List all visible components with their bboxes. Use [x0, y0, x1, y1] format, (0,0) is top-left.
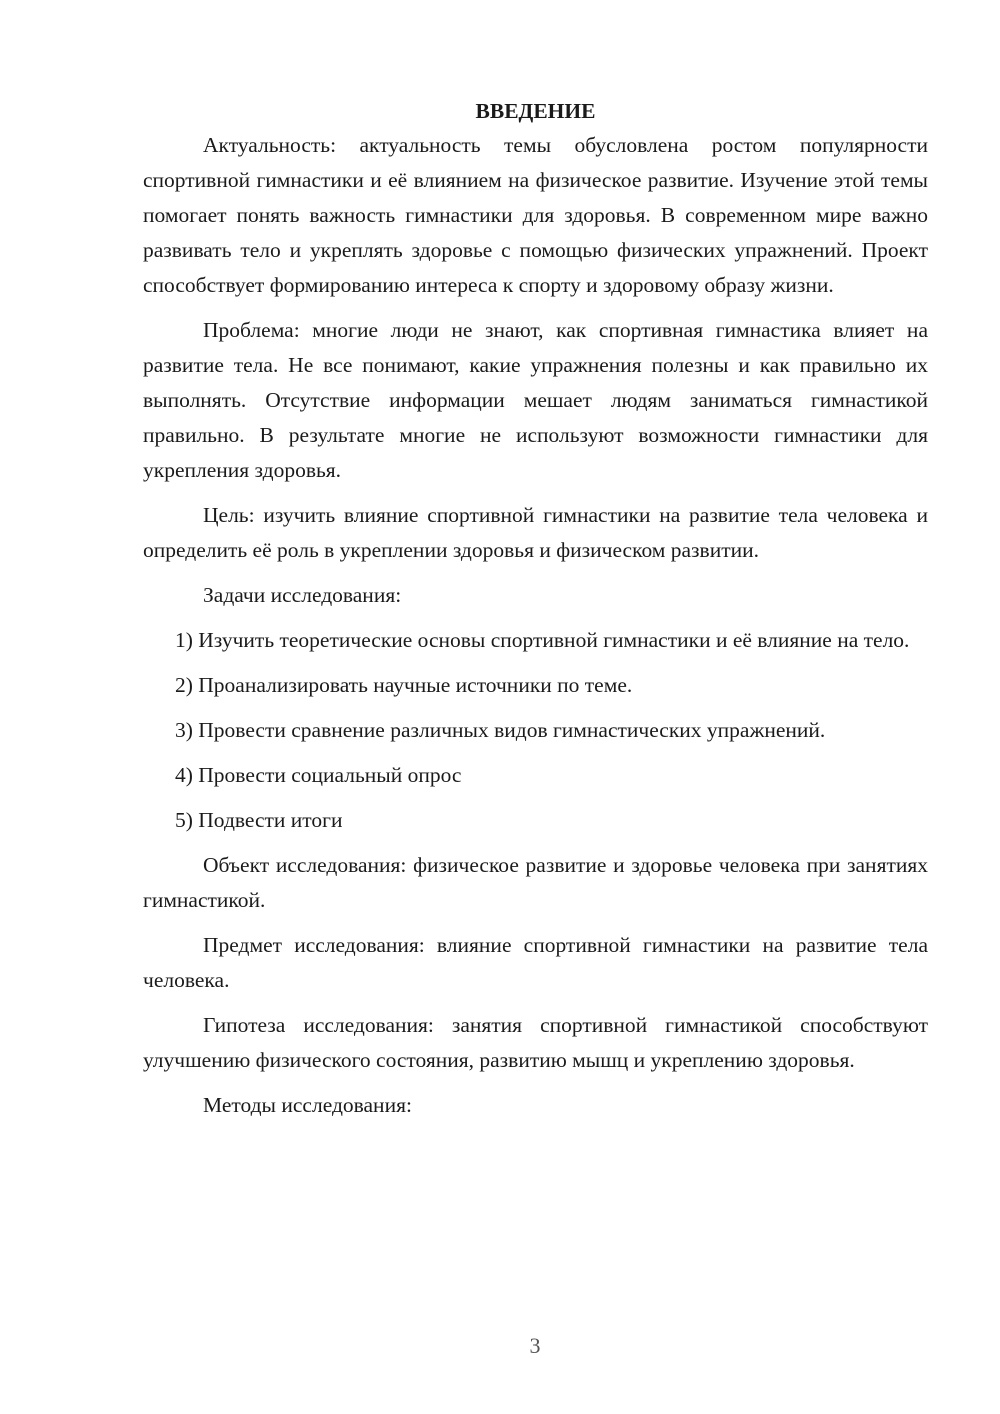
section-title: ВВЕДЕНИЕ [475, 99, 596, 123]
relevance-paragraph: Актуальность: актуальность темы обусловлена ростом популярности спортивной гимнастики и её влиянием на физическое развитие. Изучение этой темы помогает понять важность гимнастики для здоровья. В современном мире важно развивать тело и укреплять здоровье с помощью физических упражнений. Проект способствует формированию интереса к спорту и здоровому образу жизни. [143, 133, 928, 297]
tasks-heading: Задачи исследования: [203, 583, 402, 607]
object-paragraph: Объект исследования: физическое развитие и здоровье человека при занятиях гимнастикой. [143, 853, 928, 912]
task-item-5: 5) Подвести итоги [175, 808, 343, 832]
hypothesis-paragraph: Гипотеза исследования: занятия спортивной гимнастикой способствуют улучшению физического состояния, развитию мышц и укреплению здоровья. [143, 1013, 928, 1072]
task-item-3: 3) Провести сравнение различных видов гимнастических упражнений. [175, 718, 826, 742]
page-number: 3 [529, 1333, 541, 1358]
task-item-2: 2) Проанализировать научные источники по теме. [175, 673, 633, 697]
task-item-1: 1) Изучить теоретические основы спортивной гимнастики и её влияние на тело. [175, 628, 910, 652]
task-item-4: 4) Провести социальный опрос [175, 763, 462, 787]
page-content [143, 96, 928, 1133]
methods-heading: Методы исследования: [203, 1093, 412, 1117]
goal-paragraph: Цель: изучить влияние спортивной гимнастики на развитие тела человека и определить её роль в укреплении здоровья и физическом развитии. [143, 503, 928, 562]
problem-paragraph: Проблема: многие люди не знают, как спортивная гимнастика влияет на развитие тела. Не все понимают, какие упражнения полезны и как правильно их выполнять. Отсутствие информации мешает людям заниматься гимнастикой правильно. В результате многие не используют возможности гимнастики для укрепления здоровья. [143, 318, 928, 482]
subject-paragraph: Предмет исследования: влияние спортивной гимнастики на развитие тела человека. [143, 933, 928, 992]
